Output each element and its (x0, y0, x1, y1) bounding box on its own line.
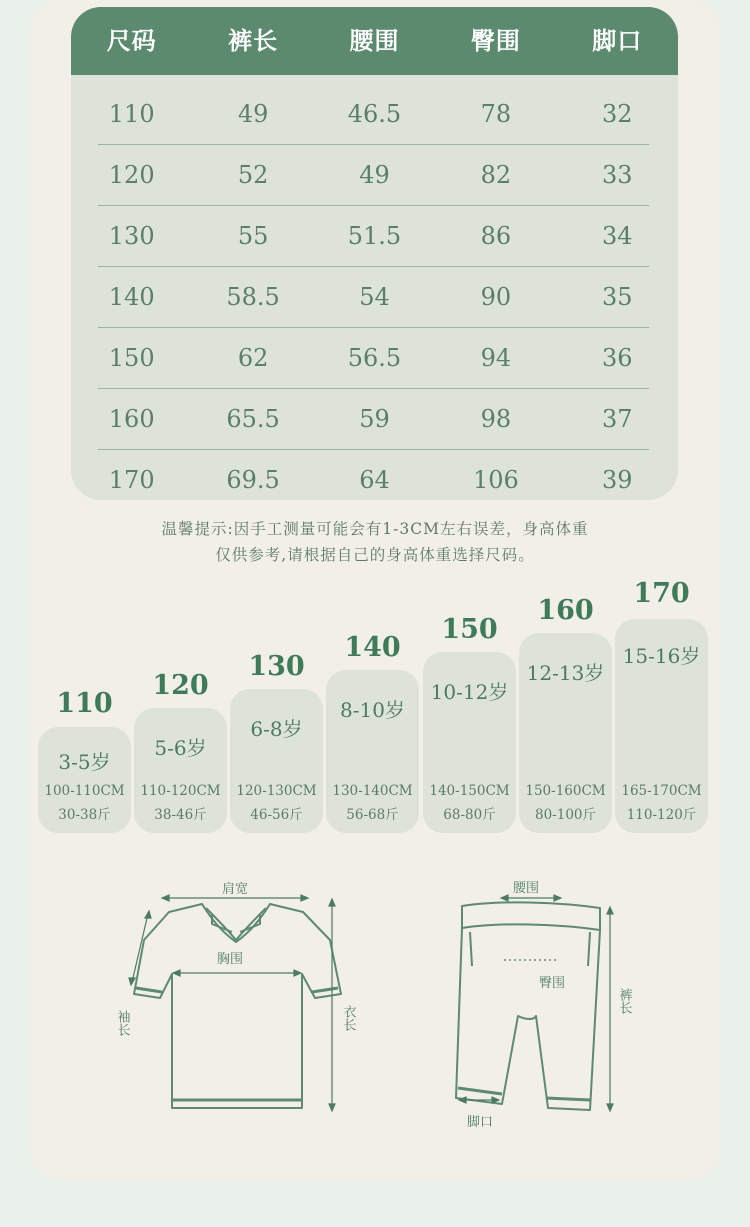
table-cell: 46.5 (347, 100, 402, 128)
age-block-age: 6-8岁 (250, 717, 303, 741)
table-cell: 55 (237, 222, 269, 250)
pants-waistband (462, 902, 600, 930)
age-block-height: 150-160CM (525, 783, 606, 799)
waist-label: 腰围 (512, 881, 540, 896)
table-row (71, 84, 678, 145)
tips-line-2: 仅供参考,请根据自己的身高体重选择尺码。 (215, 546, 535, 564)
table-cell: 86 (480, 222, 512, 250)
table-cell: 49 (359, 161, 390, 189)
shirt-sleeve-hem (136, 988, 338, 992)
age-block-size: 160 (537, 595, 594, 626)
age-block-size: 170 (633, 578, 690, 609)
shirt-collar (206, 908, 266, 940)
table-cell: 65.5 (226, 405, 280, 433)
table-cell: 170 (108, 466, 155, 494)
age-block-age: 5-6岁 (154, 736, 207, 760)
table-cell: 56.5 (347, 344, 402, 372)
age-block-height: 120-130CM (236, 783, 317, 799)
age-block-age: 8-10岁 (340, 698, 405, 722)
table-cell: 94 (480, 344, 512, 372)
table-cell: 37 (601, 405, 633, 433)
age-block-160 (519, 595, 612, 833)
pants-outline (456, 928, 600, 1110)
age-block-size: 150 (441, 614, 498, 645)
table-cell: 130 (108, 222, 155, 250)
age-block-age: 15-16岁 (622, 644, 701, 668)
table-cell: 110 (108, 100, 155, 128)
table-cell: 34 (601, 222, 633, 250)
age-block-weight: 110-120斤 (626, 807, 697, 823)
pants-hem (458, 1088, 590, 1100)
table-row (71, 450, 678, 500)
sleeve-label: 袖长 (114, 1010, 130, 1036)
shirt-collar-inner (212, 914, 260, 932)
hem-label: 脚口 (466, 1115, 494, 1130)
age-block-130 (230, 651, 323, 833)
table-cell: 120 (108, 161, 155, 189)
table-cell: 52 (237, 161, 269, 189)
table-cell: 49 (237, 100, 269, 128)
age-block-age: 3-5岁 (58, 750, 111, 774)
age-block-weight: 80-100斤 (534, 807, 596, 823)
header-size: 尺码 (106, 27, 157, 55)
table-cell: 78 (480, 100, 512, 128)
age-block-170 (615, 578, 708, 833)
table-cell: 64 (359, 466, 390, 494)
age-block-size: 140 (344, 632, 401, 663)
age-block-age: 10-12岁 (430, 680, 509, 704)
table-row (71, 145, 678, 206)
age-block-height: 130-140CM (332, 783, 413, 799)
age-block-size: 130 (248, 651, 305, 682)
table-cell: 90 (480, 283, 512, 311)
size-table-header (71, 7, 678, 75)
table-cell: 35 (601, 283, 633, 311)
table-cell: 59 (359, 405, 390, 433)
age-block-150 (423, 614, 516, 833)
table-row (71, 206, 678, 267)
table-cell: 32 (601, 100, 633, 128)
age-block-weight: 56-68斤 (346, 807, 399, 823)
age-block-height: 140-150CM (429, 783, 510, 799)
size-table-body (71, 84, 678, 500)
table-cell: 98 (480, 405, 512, 433)
tips-line-1: 温馨提示:因手工测量可能会有1-3CM左右误差，身高体重 (161, 520, 589, 538)
hip-label: 臀围 (538, 976, 566, 991)
table-cell: 160 (108, 405, 155, 433)
table-cell: 36 (601, 344, 633, 372)
header-hip: 臀围 (470, 27, 521, 55)
table-cell: 39 (601, 466, 633, 494)
sleeve-measure-line (132, 914, 148, 982)
age-block-height: 110-120CM (140, 783, 221, 799)
table-row (71, 328, 678, 389)
table-row (71, 267, 678, 328)
table-row (71, 389, 678, 450)
table-cell: 33 (601, 161, 633, 189)
age-block-size: 110 (56, 688, 113, 719)
age-block-age: 12-13岁 (526, 661, 605, 685)
pants-measure-diagram (440, 870, 640, 1135)
table-cell: 69.5 (226, 466, 280, 494)
age-block-height: 165-170CM (621, 783, 702, 799)
age-block-weight: 30-38斤 (58, 807, 111, 823)
chest-label: 胸围 (216, 952, 244, 967)
age-block-110 (38, 688, 131, 833)
table-cell: 82 (480, 161, 512, 189)
table-cell: 150 (108, 344, 155, 372)
shirt-outline (134, 904, 341, 1108)
pants-pocket (470, 932, 590, 966)
size-table (71, 7, 678, 500)
age-block-140 (326, 632, 419, 833)
table-cell: 54 (359, 283, 390, 311)
shoulder-label: 肩宽 (221, 882, 249, 897)
header-waist: 腰围 (349, 27, 400, 55)
table-cell: 62 (237, 344, 269, 372)
age-block-weight: 46-56斤 (250, 807, 303, 823)
shirt-measure-diagram (100, 870, 370, 1120)
header-hem: 脚口 (592, 27, 643, 55)
age-block-size: 120 (152, 670, 209, 701)
table-cell: 140 (108, 283, 155, 311)
pants-length-label: 裤长 (616, 988, 632, 1014)
age-block-height: 100-110CM (44, 783, 125, 799)
age-block-weight: 38-46斤 (154, 807, 207, 823)
age-block-weight: 68-80斤 (443, 807, 496, 823)
table-cell: 106 (472, 466, 519, 494)
table-cell: 58.5 (226, 283, 280, 311)
header-pants-length: 裤长 (228, 27, 279, 55)
age-block-120 (134, 670, 227, 833)
table-cell: 51.5 (347, 222, 402, 250)
length-label: 衣长 (340, 1005, 356, 1031)
